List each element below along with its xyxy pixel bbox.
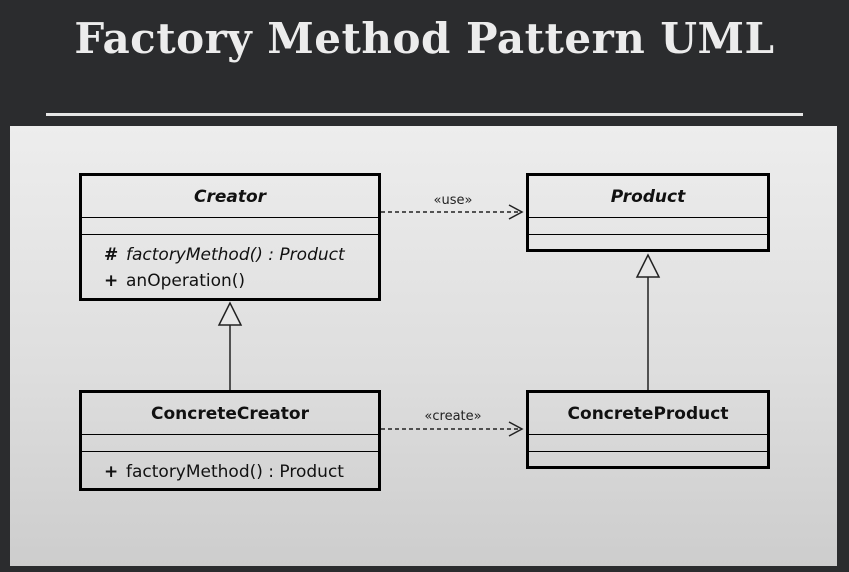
operation-signature: factoryMethod() : Product: [126, 245, 345, 265]
visibility-marker: #: [104, 245, 119, 265]
visibility-marker: +: [104, 462, 119, 482]
dependency-use: [381, 193, 522, 219]
use-stereotype: «use»: [433, 193, 473, 208]
operation-signature: factoryMethod() : Product: [126, 462, 344, 482]
page-title: Factory Method Pattern UML: [74, 14, 775, 63]
create-stereotype: «create»: [424, 409, 482, 424]
operation-signature: anOperation(): [126, 271, 246, 291]
generalization-product: [637, 255, 659, 390]
class-creator-name: Creator: [82, 176, 378, 218]
generalization-creator: [219, 303, 241, 390]
class-concrete-creator-name: ConcreteCreator: [82, 393, 378, 435]
visibility-marker: +: [104, 271, 119, 291]
dependency-create: [381, 409, 522, 436]
class-product-name: Product: [529, 176, 767, 218]
class-concrete-product-name: ConcreteProduct: [529, 393, 767, 435]
